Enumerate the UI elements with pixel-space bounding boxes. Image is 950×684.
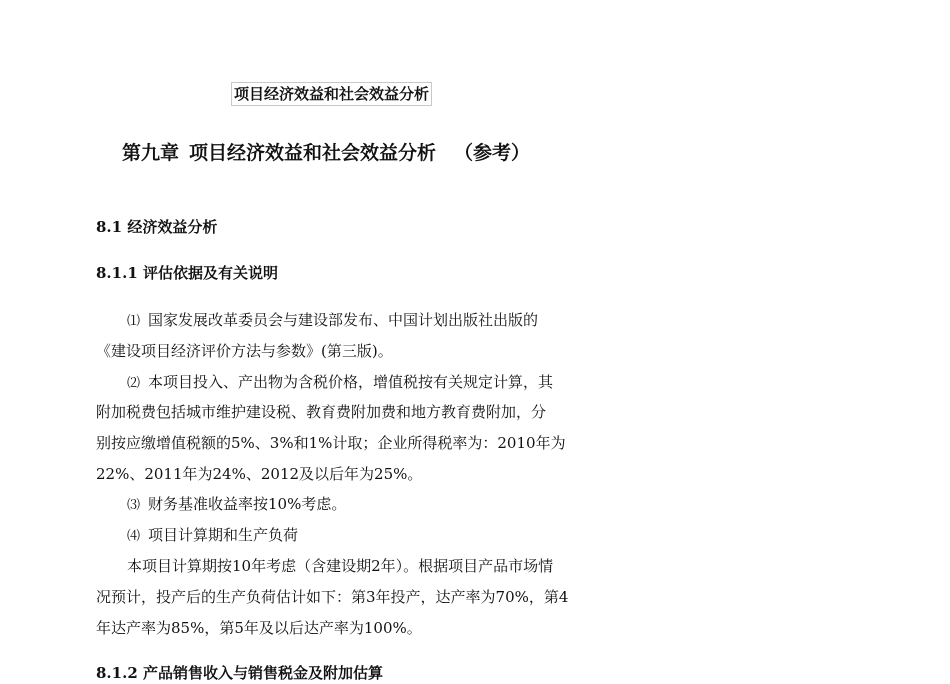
- chapter-heading: 项目经济效益和社会效益分析: [189, 142, 437, 164]
- chapter-note: （参考）: [454, 142, 531, 164]
- item-4-marker: ⑷: [127, 529, 141, 544]
- paragraph-line-2: 况预计，投产后的生产负荷估计如下：第3年投产，达产率为70%，第4: [96, 588, 569, 606]
- paragraph-line-3: 年达产率为85%，第5年及以后达产率为100%。: [96, 619, 422, 637]
- item-1-marker: ⑴: [127, 314, 141, 329]
- chapter-title: [122, 139, 530, 167]
- item-2-line-4: 22%、2011年为24%、2012及以后年为25%。: [96, 465, 423, 483]
- running-header-title: 项目经济效益和社会效益分析: [231, 82, 432, 106]
- section-heading-8-1: 8.1 经济效益分析: [96, 218, 218, 236]
- item-1-line-1: [127, 309, 538, 333]
- section-heading-8-1-1: 8.1.1 评估依据及有关说明: [96, 264, 278, 282]
- item-2-line-3: 别按应缴增值税额的5%、3%和1%计取；企业所得税率为：2010年为: [96, 434, 566, 452]
- item-3-line-1: [127, 493, 346, 517]
- chapter-label: 第九章: [122, 142, 180, 164]
- item-1-text: 国家发展改革委员会与建设部发布、中国计划出版社出版的: [148, 311, 539, 329]
- item-3-text: 财务基准收益率按10%考虑。: [148, 495, 347, 513]
- section-heading-8-1-2: 8.1.2 产品销售收入与销售税金及附加估算: [96, 664, 383, 682]
- item-2-line-2: 附加税费包括城市维护建设税、教育费附加费和地方教育费附加，分: [96, 403, 547, 421]
- item-1-line-2: 《建设项目经济评价方法与参数》(第三版)。: [96, 342, 393, 360]
- item-3-marker: ⑶: [127, 498, 141, 513]
- item-2-text: 本项目投入、产出物为含税价格，增值税按有关规定计算，其: [148, 373, 554, 391]
- paragraph-line-1: 本项目计算期按10年考虑（含建设期2年）。根据项目产品市场情: [127, 557, 554, 575]
- item-4-text: 项目计算期和生产负荷: [148, 526, 299, 544]
- item-4-line-1: [127, 524, 298, 548]
- item-2-marker: ⑵: [127, 376, 141, 391]
- item-2-line-1: [127, 371, 553, 395]
